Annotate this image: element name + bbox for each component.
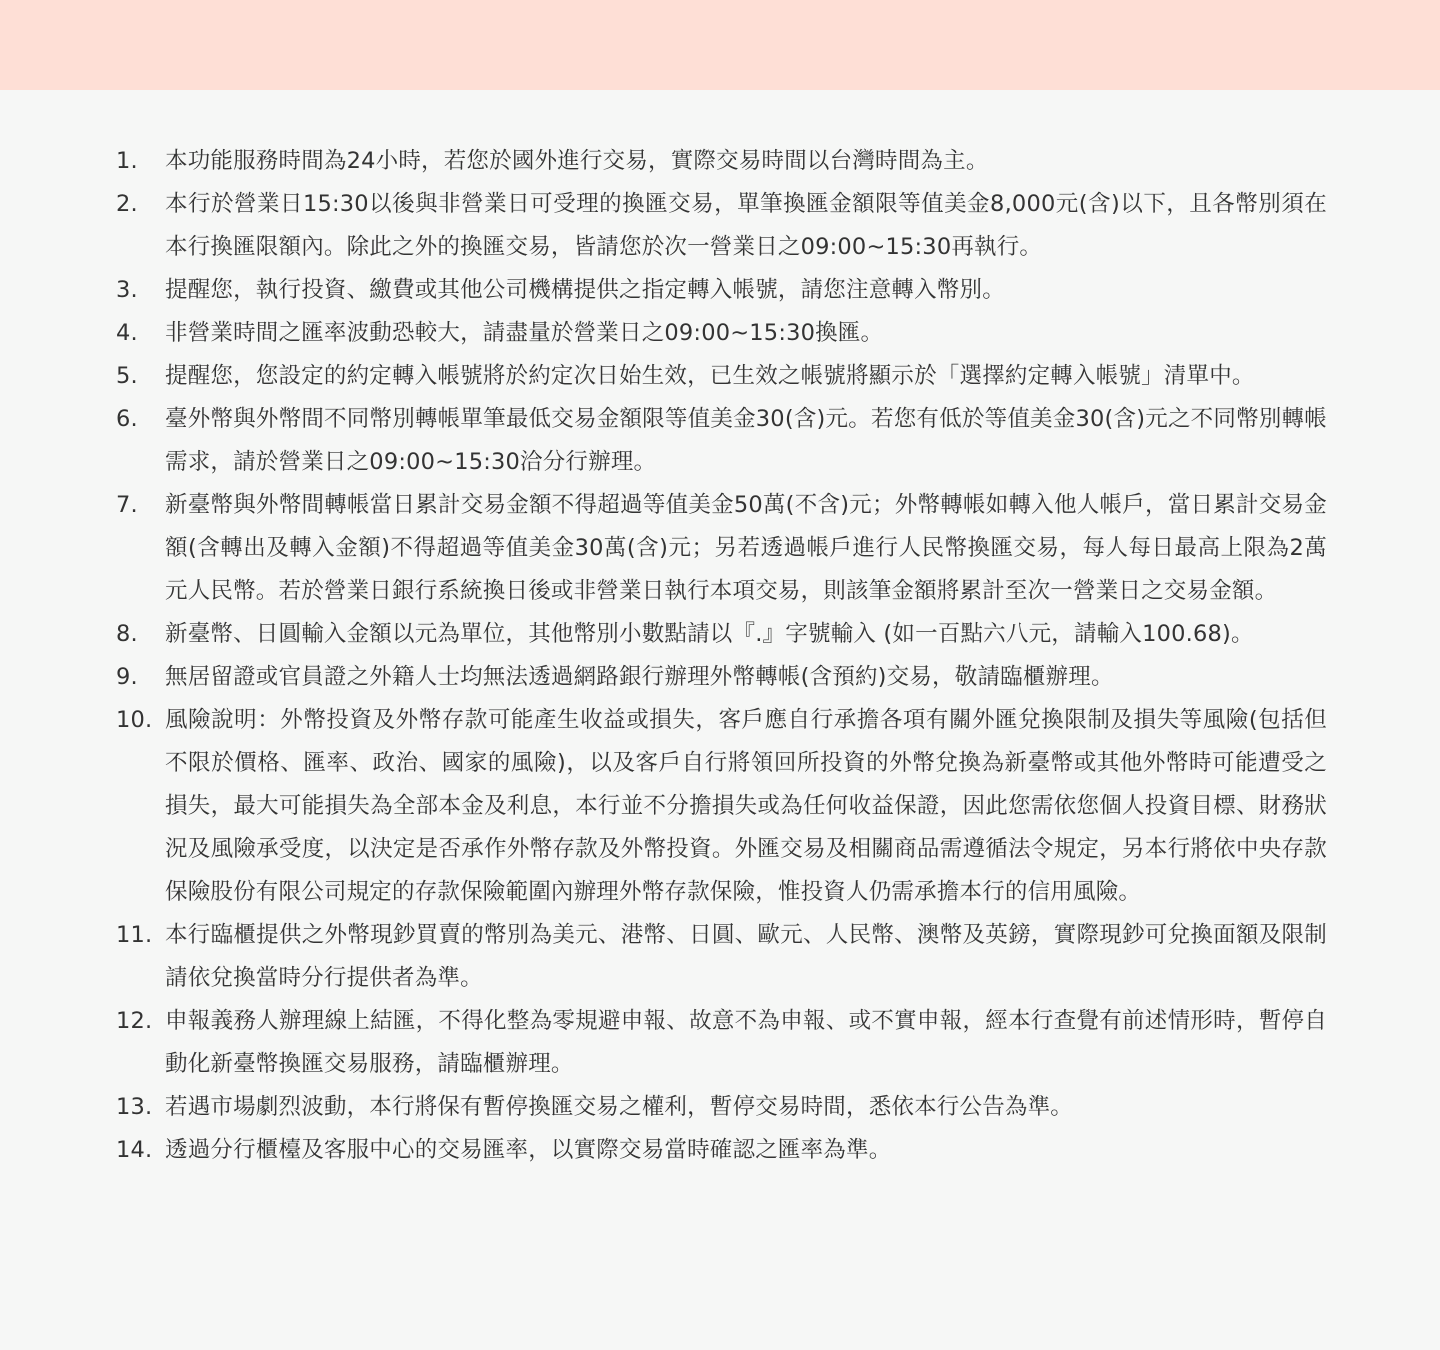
note-text: 若遇市場劇烈波動，本行將保有暫停換匯交易之權利，暫停交易時間，悉依本行公告為準。 — [165, 1094, 1074, 1120]
note-number: 9. — [116, 664, 138, 690]
note-item — [0, 613, 1440, 656]
note-number: 12. — [116, 1008, 153, 1034]
note-text: 新臺幣與外幣間轉帳當日累計交易金額不得超過等值美金50萬(不含)元；外幣轉帳如轉入他人帳戶，當日累計交易金額(含轉出及轉入金額)不得超過等值美金30萬(含)元；另若透過帳戶進行人民幣換匯交易，每人每日最高上限為2萬元人民幣。若於營業日銀行系統換日後或非營業日執行本項交易，則該筆金額將累計至次一營業日之交易金額。 — [165, 492, 1327, 604]
note-number: 13. — [116, 1094, 153, 1120]
note-item — [0, 484, 1440, 613]
note-number: 8. — [116, 621, 138, 647]
top-banner — [0, 0, 1440, 90]
note-number: 14. — [116, 1137, 153, 1163]
note-item — [0, 355, 1440, 398]
note-number: 5. — [116, 363, 138, 389]
note-text: 提醒您，執行投資、繳費或其他公司機構提供之指定轉入帳號，請您注意轉入幣別。 — [165, 277, 1005, 303]
note-text: 透過分行櫃檯及客服中心的交易匯率，以實際交易當時確認之匯率為準。 — [165, 1137, 892, 1163]
note-text: 本行於營業日15:30以後與非營業日可受理的換匯交易，單筆換匯金額限等值美金8,000元(含)以下，且各幣別須在本行換匯限額內。除此之外的換匯交易，皆請您於次一營業日之09:00~15:30再執行。 — [165, 191, 1327, 260]
note-number: 7. — [116, 492, 138, 518]
note-number: 6. — [116, 406, 138, 432]
note-item — [0, 1129, 1440, 1172]
note-number: 2. — [116, 191, 138, 217]
note-item — [0, 312, 1440, 355]
note-text: 無居留證或官員證之外籍人士均無法透過網路銀行辦理外幣轉帳(含預約)交易，敬請臨櫃辦理。 — [165, 664, 1114, 690]
note-item — [0, 914, 1440, 1000]
note-item — [0, 699, 1440, 914]
note-number: 3. — [116, 277, 138, 303]
note-item — [0, 656, 1440, 699]
note-number: 10. — [116, 707, 153, 733]
note-number: 1. — [116, 148, 138, 174]
note-item — [0, 1086, 1440, 1129]
note-text: 本功能服務時間為24小時，若您於國外進行交易，實際交易時間以台灣時間為主。 — [165, 148, 989, 174]
note-text: 非營業時間之匯率波動恐較大，請盡量於營業日之09:00~15:30換匯。 — [165, 320, 884, 346]
note-number: 11. — [116, 922, 153, 948]
note-item — [0, 183, 1440, 269]
note-item — [0, 140, 1440, 183]
notes-list — [0, 140, 1440, 1172]
note-text: 申報義務人辦理線上結匯，不得化整為零規避申報、故意不為申報、或不實申報，經本行查覺有前述情形時，暫停自動化新臺幣換匯交易服務，請臨櫃辦理。 — [165, 1008, 1327, 1077]
note-item — [0, 269, 1440, 312]
note-text: 風險說明：外幣投資及外幣存款可能產生收益或損失，客戶應自行承擔各項有關外匯兌換限制及損失等風險(包括但不限於價格、匯率、政治、國家的風險)，以及客戶自行將領回所投資的外幣兌換為新臺幣或其他外幣時可能遭受之損失，最大可能損失為全部本金及利息，本行並不分擔損失或為任何收益保證，因此您需依您個人投資目標、財務狀況及風險承受度，以決定是否承作外幣存款及外幣投資。外匯交易及相關商品需遵循法令規定，另本行將依中央存款保險股份有限公司規定的存款保險範圍內辦理外幣存款保險，惟投資人仍需承擔本行的信用風險。 — [165, 707, 1327, 905]
note-text: 臺外幣與外幣間不同幣別轉帳單筆最低交易金額限等值美金30(含)元。若您有低於等值美金30(含)元之不同幣別轉帳需求，請於營業日之09:00~15:30洽分行辦理。 — [165, 406, 1327, 475]
note-item — [0, 1000, 1440, 1086]
note-text: 提醒您，您設定的約定轉入帳號將於約定次日始生效，已生效之帳號將顯示於「選擇約定轉入帳號」清單中。 — [165, 363, 1255, 389]
note-text: 本行臨櫃提供之外幣現鈔買賣的幣別為美元、港幣、日圓、歐元、人民幣、澳幣及英鎊，實際現鈔可兌換面額及限制請依兌換當時分行提供者為準。 — [165, 922, 1327, 991]
note-text: 新臺幣、日圓輸入金額以元為單位，其他幣別小數點請以『.』字號輸入 (如一百點六八元，請輸入100.68)。 — [165, 621, 1254, 647]
note-item — [0, 398, 1440, 484]
note-number: 4. — [116, 320, 138, 346]
